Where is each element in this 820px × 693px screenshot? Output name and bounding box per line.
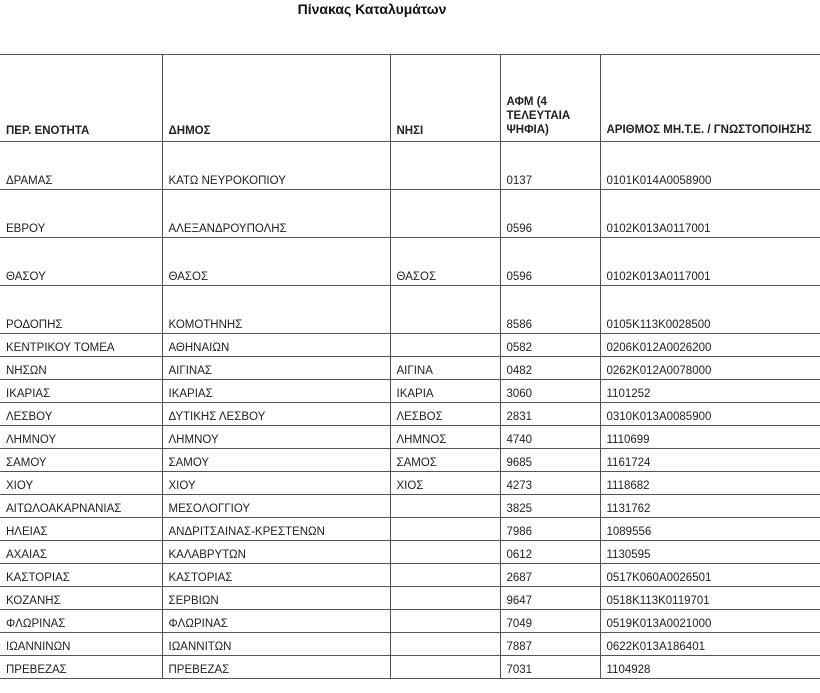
regional-unit-cell: ΛΕΣΒΟΥ bbox=[0, 403, 162, 426]
header-registry-number: ΑΡΙΘΜΟΣ ΜΗ.Τ.Ε. / ΓΝΩΣΤΟΠΟΙΗΣΗΣ bbox=[600, 55, 820, 142]
tax-id-cell: 9685 bbox=[500, 449, 600, 472]
municipality-cell: ΛΗΜΝΟΥ bbox=[162, 426, 390, 449]
tax-id-cell: 0482 bbox=[500, 357, 600, 380]
island-cell bbox=[390, 190, 500, 238]
municipality-cell: ΜΕΣΟΛΟΓΓΙΟΥ bbox=[162, 495, 390, 518]
tax-id-cell: 4273 bbox=[500, 472, 600, 495]
registry-number-cell: 0105K113K0028500 bbox=[600, 286, 820, 334]
municipality-cell: ΚΑΣΤΟΡΙΑΣ bbox=[162, 564, 390, 587]
table-row bbox=[0, 334, 820, 357]
registry-number-cell: 1131762 bbox=[600, 495, 820, 518]
regional-unit-cell: ΔΡΑΜΑΣ bbox=[0, 142, 162, 190]
tax-id-cell: 0137 bbox=[500, 142, 600, 190]
registry-number-cell: 0622K013A186401 bbox=[600, 633, 820, 656]
island-cell bbox=[390, 495, 500, 518]
municipality-cell: ΦΛΩΡΙΝΑΣ bbox=[162, 610, 390, 633]
table-row bbox=[0, 380, 820, 403]
table-row bbox=[0, 449, 820, 472]
tax-id-cell: 7031 bbox=[500, 656, 600, 679]
regional-unit-cell: ΚΟΖΑΝΗΣ bbox=[0, 587, 162, 610]
municipality-cell: ΚΑΤΩ ΝΕΥΡΟΚΟΠΙΟΥ bbox=[162, 142, 390, 190]
regional-unit-cell: ΡΟΔΟΠΗΣ bbox=[0, 286, 162, 334]
municipality-cell: ΚΑΛΑΒΡΥΤΩΝ bbox=[162, 541, 390, 564]
registry-number-cell: 0102K013A0117001 bbox=[600, 190, 820, 238]
regional-unit-cell: ΦΛΩΡΙΝΑΣ bbox=[0, 610, 162, 633]
table-row bbox=[0, 541, 820, 564]
island-cell: ΙΚΑΡΙΑ bbox=[390, 380, 500, 403]
tax-id-cell: 2831 bbox=[500, 403, 600, 426]
island-cell bbox=[390, 286, 500, 334]
regional-unit-cell: ΧΙΟΥ bbox=[0, 472, 162, 495]
regional-unit-cell: ΣΑΜΟΥ bbox=[0, 449, 162, 472]
tax-id-cell: 3060 bbox=[500, 380, 600, 403]
tax-id-cell: 8586 bbox=[500, 286, 600, 334]
registry-number-cell: 0310K013A0085900 bbox=[600, 403, 820, 426]
island-cell: ΣΑΜΟΣ bbox=[390, 449, 500, 472]
island-cell bbox=[390, 541, 500, 564]
header-island: ΝΗΣΙ bbox=[390, 55, 500, 142]
table-row bbox=[0, 142, 820, 190]
registry-number-cell: 1089556 bbox=[600, 518, 820, 541]
registry-number-cell: 0101K014A0058900 bbox=[600, 142, 820, 190]
regional-unit-cell: ΚΑΣΤΟΡΙΑΣ bbox=[0, 564, 162, 587]
tax-id-cell: 7986 bbox=[500, 518, 600, 541]
regional-unit-cell: ΑΧΑΙΑΣ bbox=[0, 541, 162, 564]
registry-number-cell: 0102K013A0117001 bbox=[600, 238, 820, 286]
tax-id-cell: 0596 bbox=[500, 190, 600, 238]
registry-number-cell: 0518K113K0119701 bbox=[600, 587, 820, 610]
municipality-cell: ΠΡΕΒΕΖΑΣ bbox=[162, 656, 390, 679]
island-cell bbox=[390, 587, 500, 610]
table-row bbox=[0, 426, 820, 449]
table-header-row bbox=[0, 55, 820, 142]
tax-id-cell: 7887 bbox=[500, 633, 600, 656]
regional-unit-cell: ΚΕΝΤΡΙΚΟΥ ΤΟΜΕΑ bbox=[0, 334, 162, 357]
registry-number-cell: 1104928 bbox=[600, 656, 820, 679]
island-cell: ΛΗΜΝΟΣ bbox=[390, 426, 500, 449]
municipality-cell: ΧΙΟΥ bbox=[162, 472, 390, 495]
header-tax-id: ΑΦΜ (4 ΤΕΛΕΥΤΑΙΑ ΨΗΦΙΑ) bbox=[500, 55, 600, 142]
tax-id-cell: 0612 bbox=[500, 541, 600, 564]
island-cell: ΑΙΓΙΝΑ bbox=[390, 357, 500, 380]
municipality-cell: ΘΑΣΟΣ bbox=[162, 238, 390, 286]
regional-unit-cell: ΙΚΑΡΙΑΣ bbox=[0, 380, 162, 403]
municipality-cell: ΑΛΕΞΑΝΔΡΟΥΠΟΛΗΣ bbox=[162, 190, 390, 238]
registry-number-cell: 0206K012A0026200 bbox=[600, 334, 820, 357]
registry-number-cell: 0262K012A0078000 bbox=[600, 357, 820, 380]
tax-id-cell: 7049 bbox=[500, 610, 600, 633]
municipality-cell: ΙΚΑΡΙΑΣ bbox=[162, 380, 390, 403]
regional-unit-cell: ΝΗΣΩΝ bbox=[0, 357, 162, 380]
island-cell: ΧΙΟΣ bbox=[390, 472, 500, 495]
municipality-cell: ΑΝΔΡΙΤΣΑΙΝΑΣ-ΚΡΕΣΤΕΝΩΝ bbox=[162, 518, 390, 541]
registry-number-cell: 0517K060A0026501 bbox=[600, 564, 820, 587]
municipality-cell: ΑΘΗΝΑΙΩΝ bbox=[162, 334, 390, 357]
regional-unit-cell: ΗΛΕΙΑΣ bbox=[0, 518, 162, 541]
table-row bbox=[0, 286, 820, 334]
island-cell bbox=[390, 564, 500, 587]
table-row bbox=[0, 190, 820, 238]
table-body bbox=[0, 142, 820, 679]
table-row bbox=[0, 656, 820, 679]
table-row bbox=[0, 357, 820, 380]
municipality-cell: ΑΙΓΙΝΑΣ bbox=[162, 357, 390, 380]
tax-id-cell: 0596 bbox=[500, 238, 600, 286]
island-cell: ΛΕΣΒΟΣ bbox=[390, 403, 500, 426]
island-cell bbox=[390, 610, 500, 633]
island-cell bbox=[390, 142, 500, 190]
tax-id-cell: 3825 bbox=[500, 495, 600, 518]
regional-unit-cell: ΕΒΡΟΥ bbox=[0, 190, 162, 238]
table-row bbox=[0, 518, 820, 541]
header-municipality: ΔΗΜΟΣ bbox=[162, 55, 390, 142]
registry-number-cell: 1161724 bbox=[600, 449, 820, 472]
table-row bbox=[0, 564, 820, 587]
municipality-cell: ΚΟΜΟΤΗΝΗΣ bbox=[162, 286, 390, 334]
municipality-cell: ΣΑΜΟΥ bbox=[162, 449, 390, 472]
island-cell bbox=[390, 334, 500, 357]
table-row bbox=[0, 403, 820, 426]
accommodations-table bbox=[0, 54, 820, 679]
island-cell bbox=[390, 518, 500, 541]
regional-unit-cell: ΙΩΑΝΝΙΝΩΝ bbox=[0, 633, 162, 656]
municipality-cell: ΔΥΤΙΚΗΣ ΛΕΣΒΟΥ bbox=[162, 403, 390, 426]
table-row bbox=[0, 610, 820, 633]
island-cell bbox=[390, 633, 500, 656]
registry-number-cell: 1101252 bbox=[600, 380, 820, 403]
table-row bbox=[0, 472, 820, 495]
table-row bbox=[0, 238, 820, 286]
registry-number-cell: 1118682 bbox=[600, 472, 820, 495]
registry-number-cell: 0519K013A0021000 bbox=[600, 610, 820, 633]
tax-id-cell: 9647 bbox=[500, 587, 600, 610]
municipality-cell: ΙΩΑΝΝΙΤΩΝ bbox=[162, 633, 390, 656]
regional-unit-cell: ΑΙΤΩΛΟΑΚΑΡΝΑΝΙΑΣ bbox=[0, 495, 162, 518]
regional-unit-cell: ΠΡΕΒΕΖΑΣ bbox=[0, 656, 162, 679]
table-row bbox=[0, 633, 820, 656]
header-regional-unit: ΠΕΡ. ΕΝΟΤΗΤΑ bbox=[0, 55, 162, 142]
regional-unit-cell: ΘΑΣΟΥ bbox=[0, 238, 162, 286]
table-row bbox=[0, 495, 820, 518]
registry-number-cell: 1130595 bbox=[600, 541, 820, 564]
island-cell bbox=[390, 656, 500, 679]
regional-unit-cell: ΛΗΜΝΟΥ bbox=[0, 426, 162, 449]
tax-id-cell: 0582 bbox=[500, 334, 600, 357]
tax-id-cell: 2687 bbox=[500, 564, 600, 587]
tax-id-cell: 4740 bbox=[500, 426, 600, 449]
municipality-cell: ΣΕΡΒΙΩΝ bbox=[162, 587, 390, 610]
island-cell: ΘΑΣΟΣ bbox=[390, 238, 500, 286]
table-row bbox=[0, 587, 820, 610]
document-title: Πίνακας Καταλυμάτων bbox=[297, 1, 447, 17]
registry-number-cell: 1110699 bbox=[600, 426, 820, 449]
